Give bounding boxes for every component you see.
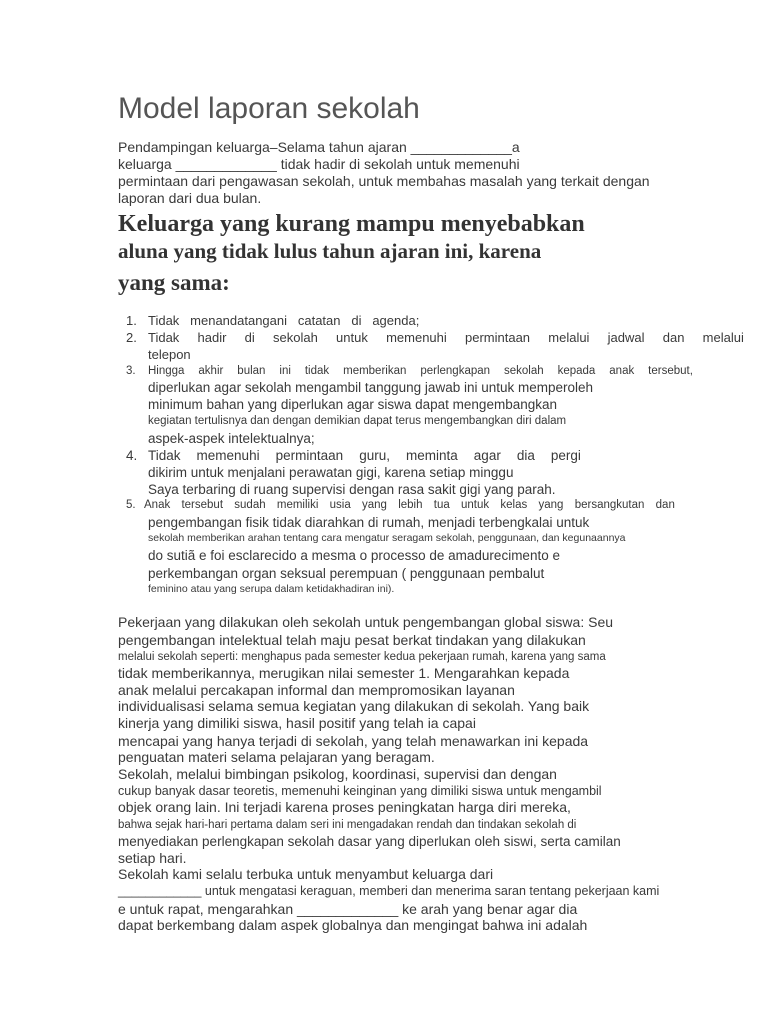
list-word: memberikan	[343, 365, 407, 377]
list-word: agar	[473, 448, 501, 463]
list-number: 2.	[126, 330, 137, 345]
list-number: 4.	[126, 448, 138, 463]
section-heading-line: aluna yang tidak lulus tahun ajaran ini, karena	[118, 239, 542, 263]
body-line: dapat berkembang dalam aspek globalnya dan mengingat bahwa ini adalah	[118, 917, 588, 933]
body-line: setiap hari.	[118, 850, 187, 866]
body-line: e untuk rapat, mengarahkan _____________ ke arah yang benar agar dia	[118, 901, 578, 917]
section-heading-line: yang sama:	[118, 270, 230, 295]
body-line: tidak memberikannya, merugikan nilai semester 1. Mengarahkan kepada	[118, 665, 570, 681]
list-word: hadir	[197, 330, 227, 345]
body-line: menyediakan perlengkapan sekolah dasar yang diperlukan oleh siswi, serta camilan	[118, 834, 621, 849]
intro-line: Pendampingan keluarga–Selama tahun ajaran _____________a	[118, 139, 520, 155]
list-word: tersebut,	[648, 365, 693, 377]
list-word: sekolah	[273, 330, 318, 345]
list-word: bulan	[237, 365, 266, 377]
list-word: Tidak	[148, 330, 180, 345]
list-word: melalui	[702, 330, 744, 345]
list-item-5-line: perkembangan organ seksual perempuan ( penggunaan pembalut	[148, 566, 545, 581]
list-word: kepada	[557, 365, 596, 377]
list-word: ini	[279, 365, 291, 377]
list-item-4-line: dikirim untuk menjalani perawatan gigi, karena setiap minggu	[148, 465, 514, 480]
list-word: untuk	[461, 499, 490, 511]
body-line: Pekerjaan yang dilakukan oleh sekolah untuk pengembangan global siswa: Seu	[118, 614, 614, 630]
list-number: 3.	[126, 365, 136, 377]
list-word: agenda;	[372, 313, 420, 328]
list-word: di	[244, 330, 255, 345]
list-item-3	[126, 363, 693, 380]
intro-line: laporan dari dua bulan.	[118, 190, 262, 206]
list-word: jadwal	[607, 330, 645, 345]
list-word: guru,	[359, 448, 390, 463]
list-word: dia	[516, 448, 535, 463]
section-heading-line: Keluarga yang kurang mampu menyebabkan	[118, 211, 585, 237]
list-word: Tidak	[148, 313, 180, 328]
body-line: individualisasi selama semua kegiatan yang dilakukan di sekolah. Yang baik	[118, 698, 590, 714]
list-word: memiliki	[276, 499, 319, 511]
list-word: kelas	[500, 499, 528, 511]
list-word: melalui	[548, 330, 590, 345]
intro-line: permintaan dari pengawasan sekolah, untuk membahas masalah yang terkait dengan	[118, 173, 650, 189]
list-word: tua	[433, 499, 450, 511]
list-item-5-line: do sutiã e foi esclarecido a mesma o processo de amadurecimento e	[148, 548, 560, 563]
list-word: memenuhi	[196, 448, 260, 463]
list-item-2	[126, 329, 744, 346]
list-word: memenuhi	[386, 330, 447, 345]
body-line: ____________ untuk mengatasi keraguan, memberi dan menerima saran tentang pekerjaan kami	[118, 884, 660, 898]
list-item-5	[126, 497, 675, 514]
body-line: cukup banyak dasar teoretis, memenuhi keinginan yang dimiliki siswa untuk mengambil	[118, 784, 602, 798]
body-line: kinerja yang dimiliki siswa, hasil positif yang telah ia capai	[118, 715, 476, 731]
list-word: yang	[538, 499, 564, 511]
list-word: bersangkutan	[574, 499, 645, 511]
body-line: melalui sekolah seperti: menghapus pada semester kedua pekerjaan rumah, karena yang sama	[118, 651, 606, 663]
list-item-4	[126, 447, 581, 464]
list-word: Anak	[144, 499, 171, 511]
list-item-5-line: pengembangan fisik tidak diarahkan di rumah, menjadi terbengkalai untuk	[148, 515, 590, 530]
list-word: akhir	[198, 365, 224, 377]
list-item-5-line: feminino atau yang serupa dalam ketidakhadiran ini).	[148, 583, 395, 595]
list-word: perlengkapan	[420, 365, 491, 377]
list-word: sudah	[234, 499, 266, 511]
list-number: 1.	[126, 313, 137, 328]
list-item-2-continuation: telepon	[148, 347, 191, 362]
list-word: yang	[362, 499, 387, 511]
body-line: mencapai yang hanya terjadi di sekolah, yang telah menawarkan ini kepada	[118, 733, 589, 749]
intro-line: keluarga _____________ tidak hadir di sekolah untuk memenuhi	[118, 156, 520, 172]
list-word: tidak	[304, 365, 330, 377]
list-word: tersebut	[181, 499, 224, 511]
list-word: menandatangani	[190, 313, 288, 328]
list-word: usia	[329, 499, 351, 511]
list-item-3-line: kegiatan tertulisnya dan dengan demikian dapat terus mengembangkan diri dalam	[148, 415, 567, 427]
list-word: permintaan	[275, 448, 344, 463]
body-line: objek orang lain. Ini terjadi karena proses peningkatan harga diri mereka,	[118, 799, 571, 815]
list-word: permintaan	[465, 330, 531, 345]
list-word: sekolah	[504, 365, 544, 377]
document-title: Model laporan sekolah	[118, 92, 420, 125]
list-item-3-line: minimum bahan yang diperlukan agar siswa dapat mengembangkan	[148, 397, 557, 412]
list-word: di	[351, 313, 362, 328]
list-item-1	[126, 312, 419, 329]
list-word: dan	[655, 499, 675, 511]
list-item-3-line: diperlukan agar sekolah mengambil tanggung jawab ini untuk memperoleh	[148, 380, 594, 395]
body-line: bahwa sejak hari-hari pertama dalam seri ini mengadakan rendah dan tindakan sekolah di	[118, 819, 577, 831]
list-word: meminta	[406, 448, 458, 463]
body-line: Sekolah kami selalu terbuka untuk menyambut keluarga dari	[118, 866, 494, 882]
list-word: catatan	[297, 313, 341, 328]
list-word: anak	[609, 365, 635, 377]
body-line: penguatan materi selama pelajaran yang beragam.	[118, 749, 435, 765]
list-word: Hingga	[148, 365, 185, 377]
body-line: pengembangan intelektual telah maju pesat berkat tindakan yang dilakukan	[118, 632, 586, 648]
list-word: untuk	[336, 330, 368, 345]
list-item-3-line: aspek-aspek intelektualnya;	[148, 431, 315, 446]
list-number: 5.	[126, 499, 136, 511]
list-item-4-line: Saya terbaring di ruang supervisi dengan rasa sakit gigi yang parah.	[148, 482, 556, 497]
list-word: Tidak	[148, 448, 181, 463]
body-line: anak melalui percakapan informal dan mempromosikan layanan	[118, 682, 515, 698]
list-word: dan	[662, 330, 685, 345]
body-line: Sekolah, melalui bimbingan psikolog, koordinasi, supervisi dan dengan	[118, 766, 557, 782]
list-word: pergi	[550, 448, 581, 463]
list-word: lebih	[398, 499, 423, 511]
list-item-5-line: sekolah memberikan arahan tentang cara mengatur seragam sekolah, penggunaan, dan kegunaannya	[148, 532, 626, 544]
